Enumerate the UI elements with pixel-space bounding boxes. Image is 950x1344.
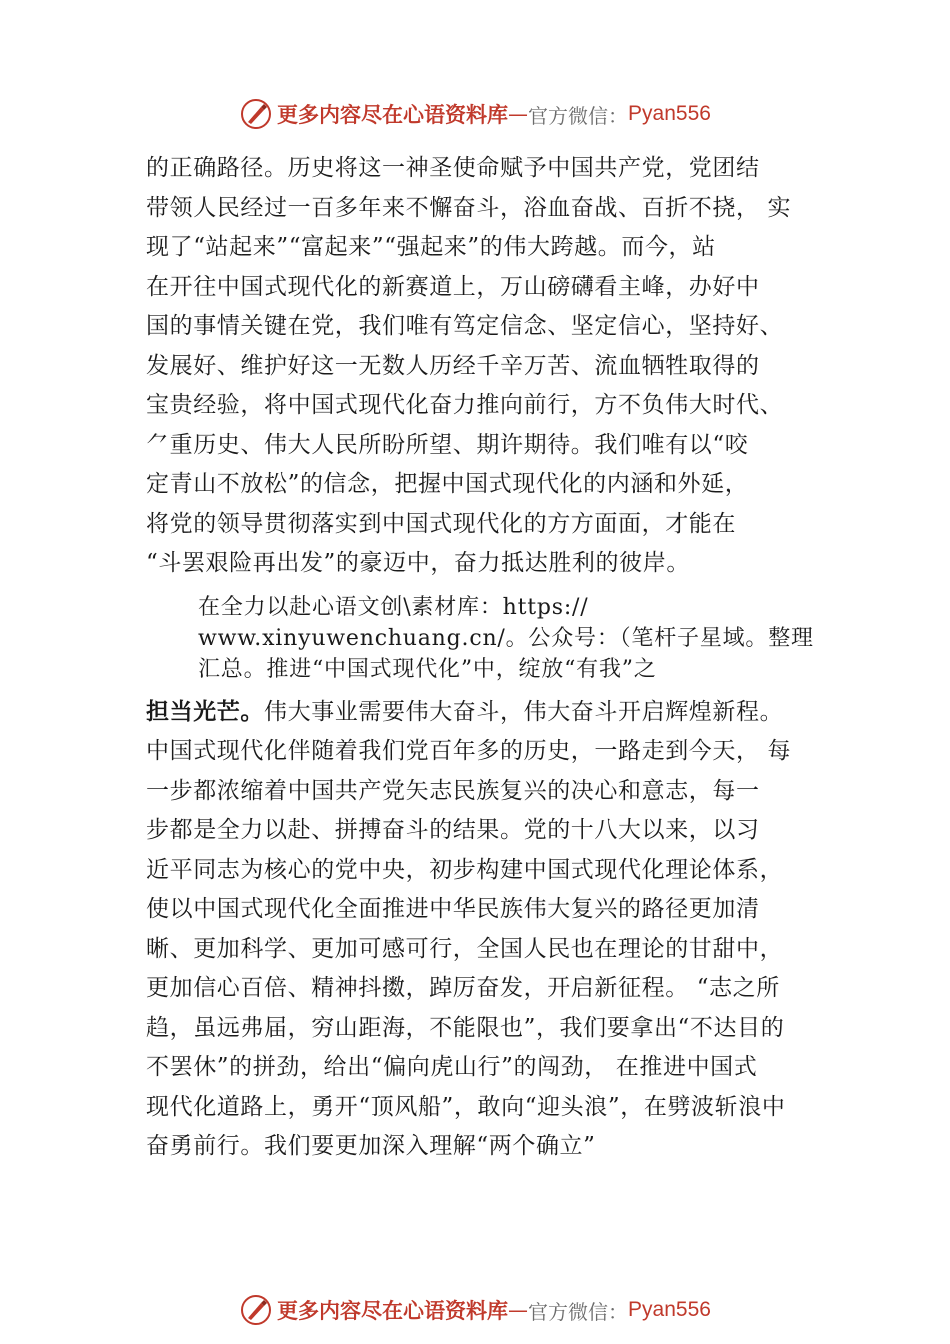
source-line: 在全力以赴心语文创\素材库：https:// [198, 594, 589, 620]
header-wechat-id: Pyan556 [628, 102, 711, 125]
text-line: 带领人民经过一百多年来不懈奋斗，浴血奋战、百折不挠， 实 [146, 194, 792, 221]
header-watermark [0, 94, 950, 134]
footer-dash: — [508, 1298, 529, 1322]
text-line [146, 693, 836, 733]
text-line: 现代化道路上，勇开“顶风船”，敢向“迎头浪”，在劈波斩浪中 [146, 1093, 786, 1120]
paragraph-1 [146, 149, 836, 584]
source-line: www.xinyuwenchuang.cn/。公众号：（笔杆子星域。整理 [198, 625, 814, 651]
text-line: 趋，虽远弗届，穷山距海，不能限也”，我们要拿出“不达目的 [146, 1014, 785, 1041]
footer-brand: 更多内容尽在心语资料库 [277, 1298, 509, 1323]
text-line: 现了“站起来”“富起来”“强起来”的伟大跨越。而今，站 [146, 234, 716, 260]
text-run: 伟大事业需要伟大奋斗，伟大奋斗开启辉煌新程。 [264, 698, 784, 725]
text-line: 近平同志为核心的党中央，初步构建中国式现代化理论体系， [146, 856, 784, 883]
text-line: 使以中国式现代化全面推进中华民族伟大复兴的路径更加清 [146, 896, 760, 922]
source-line: 汇总。推进“中国式现代化”中，绽放“有我”之 [198, 656, 657, 682]
paragraph-2 [146, 693, 836, 1167]
text-line: 将党的领导贯彻落实到中国式现代化的方方面面，才能在 [146, 510, 736, 537]
pen-logo-icon [239, 97, 273, 131]
footer-watermark [0, 1290, 950, 1330]
text-line: 定青山不放松”的信念，把握中国式现代化的内涵和外延， [146, 471, 749, 497]
text-line: 发展好、维护好这一无数人历经千辛万苦、流血牺牲取得的 [146, 352, 760, 379]
text-line: 宝贵经验，将中国式现代化奋力推向前行，方不负伟大时代、 [146, 392, 784, 418]
pen-logo-icon [239, 1293, 273, 1327]
text-line: 奋勇前行。我们要更加深入理解“两个确立” [146, 1133, 596, 1159]
footer-wechat-label: 官方微信： [528, 1299, 629, 1324]
text-line: 在开往中国式现代化的新赛道上，万山磅礴看主峰，办好中 [146, 273, 760, 300]
text-line: 步都是全力以赴、拼搏奋斗的结果。党的十八大以来，以习 [146, 817, 760, 843]
text-line: 的正确路径。历史将这一神圣使命赋予中国共产党，党团结 [146, 155, 760, 181]
footer-wechat-id: Pyan556 [628, 1298, 711, 1321]
text-line: 更加信心百倍、精神抖擞，踔厉奋发，开启新征程。 “志之所 [146, 975, 780, 1001]
header-brand: 更多内容尽在心语资料库 [277, 102, 509, 127]
text-line: 晰、更加科学、更加可感可行，全国人民也在理论的甘甜中， [146, 935, 784, 962]
section-lead: 担当光芒。 [146, 698, 264, 725]
header-wechat-label: 官方微信： [528, 103, 629, 128]
text-line: “斗罢艰险再出发”的豪迈中，奋力抵达胜利的彼岸。 [146, 550, 690, 576]
text-line: ⺈重历史、伟大人民所盼所望、期许期待。我们唯有以“咬 [146, 431, 749, 458]
header-dash: — [508, 102, 529, 126]
text-line: 不罢休”的拼劲，给出“偏向虎山行”的闯劲， 在推进中国式 [146, 1054, 758, 1080]
text-line: 一步都浓缩着中国共产党矢志民族复兴的决心和意志，每一 [146, 777, 760, 804]
text-line: 国的事情关键在党，我们唯有笃定信念、坚定信心，坚持好、 [146, 313, 784, 339]
document-body [146, 149, 836, 1167]
source-note [146, 592, 836, 685]
text-line: 中国式现代化伴随着我们党百年多的历史，一路走到今天， 每 [146, 738, 792, 764]
